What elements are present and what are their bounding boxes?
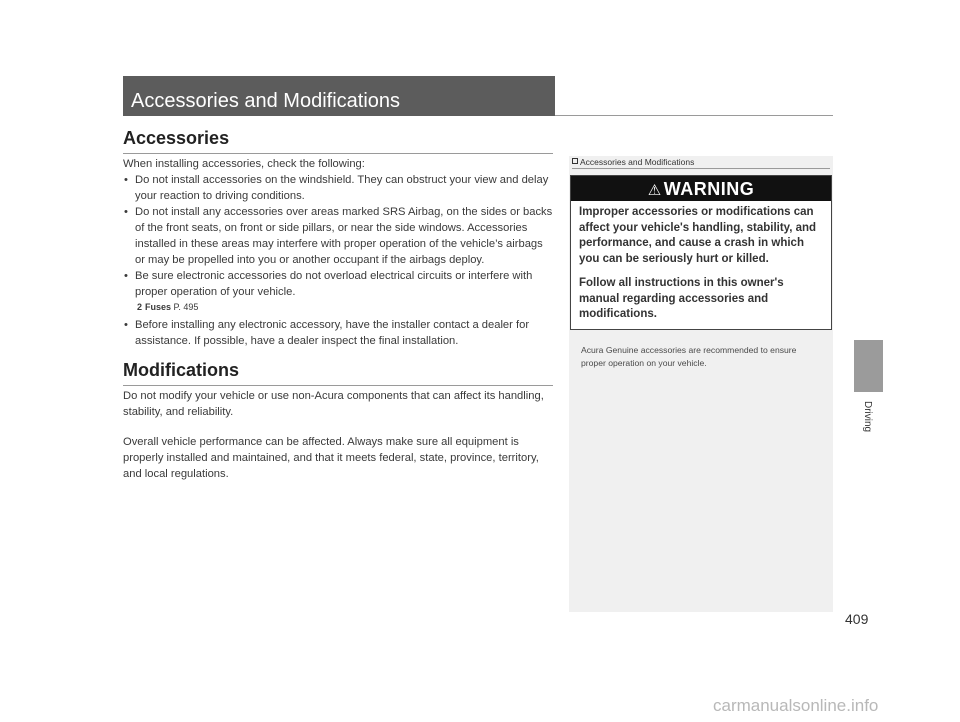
modifications-paragraph-1: Do not modify your vehicle or use non-Acura components that can affect its handling, stability, and reliability. bbox=[123, 390, 544, 418]
xref-label: Fuses bbox=[145, 302, 172, 312]
warning-paragraph-2: Follow all instructions in this owner's manual regarding accessories and modifications. bbox=[579, 277, 784, 320]
modifications-heading: Modifications bbox=[123, 360, 553, 386]
watermark: carmanualsonline.info bbox=[713, 696, 879, 715]
accessories-heading: Accessories bbox=[123, 128, 553, 154]
page-number: 409 bbox=[845, 611, 869, 627]
page-title: Accessories and Modifications bbox=[131, 90, 401, 112]
warning-title: WARNING bbox=[663, 179, 755, 199]
xref-page: P. 495 bbox=[173, 302, 199, 312]
sidebar-heading-text: Accessories and Modifications bbox=[580, 157, 695, 167]
chapter-tab[interactable] bbox=[854, 340, 883, 392]
list-item: • Do not install accessories on the windshield. They can obstruct your view and delay your reaction to driving conditions. bbox=[123, 172, 553, 204]
sidebar-note: Acura Genuine accessories are recommended to ensure proper operation on your vehicle. bbox=[581, 345, 797, 368]
list-item: • Do not install any accessories over areas marked SRS Airbag, on the sides or backs of the front seats, on front or side pillars, or near the side windows. Accessories installed in these areas may interfere with proper operation of the vehicle’s airbags or may be propelled into you or another occupant if the airbags deploy. bbox=[123, 204, 553, 268]
list-item: • Before installing any electronic accessory, have the installer contact a dealer for assistance. If possible, have a dealer inspect the final installation. bbox=[123, 317, 553, 349]
title-rule bbox=[555, 115, 833, 116]
accessories-intro: When installing accessories, check the following: bbox=[123, 158, 365, 170]
accessories-list-continued bbox=[123, 317, 553, 349]
square-icon bbox=[572, 158, 578, 164]
warning-header bbox=[571, 176, 831, 201]
warning-body bbox=[571, 201, 831, 323]
warning-triangle-icon: ⚠ bbox=[647, 182, 662, 199]
accessories-list bbox=[123, 172, 553, 300]
warning-paragraph-1: Improper accessories or modifications can affect your vehicle's handling, stability, and performance, and cause a crash in which you can be seriously hurt or killed. bbox=[579, 206, 817, 265]
modifications-paragraph-2: Overall vehicle performance can be affected. Always make sure all equipment is properly installed and maintained, and that it meets federal, state, province, territory, and local regulations. bbox=[123, 436, 539, 480]
fuses-cross-reference[interactable] bbox=[123, 300, 553, 314]
warning-box bbox=[570, 175, 832, 330]
modifications-body bbox=[123, 388, 553, 482]
accessories-body bbox=[123, 156, 553, 349]
chapter-label: Driving bbox=[862, 401, 873, 433]
page-title-bar bbox=[123, 76, 555, 116]
arrow-icon: 2 bbox=[137, 302, 143, 312]
sidebar-heading bbox=[572, 157, 830, 169]
list-item: • Be sure electronic accessories do not overload electrical circuits or interfere with proper operation of your vehicle. bbox=[123, 268, 553, 300]
